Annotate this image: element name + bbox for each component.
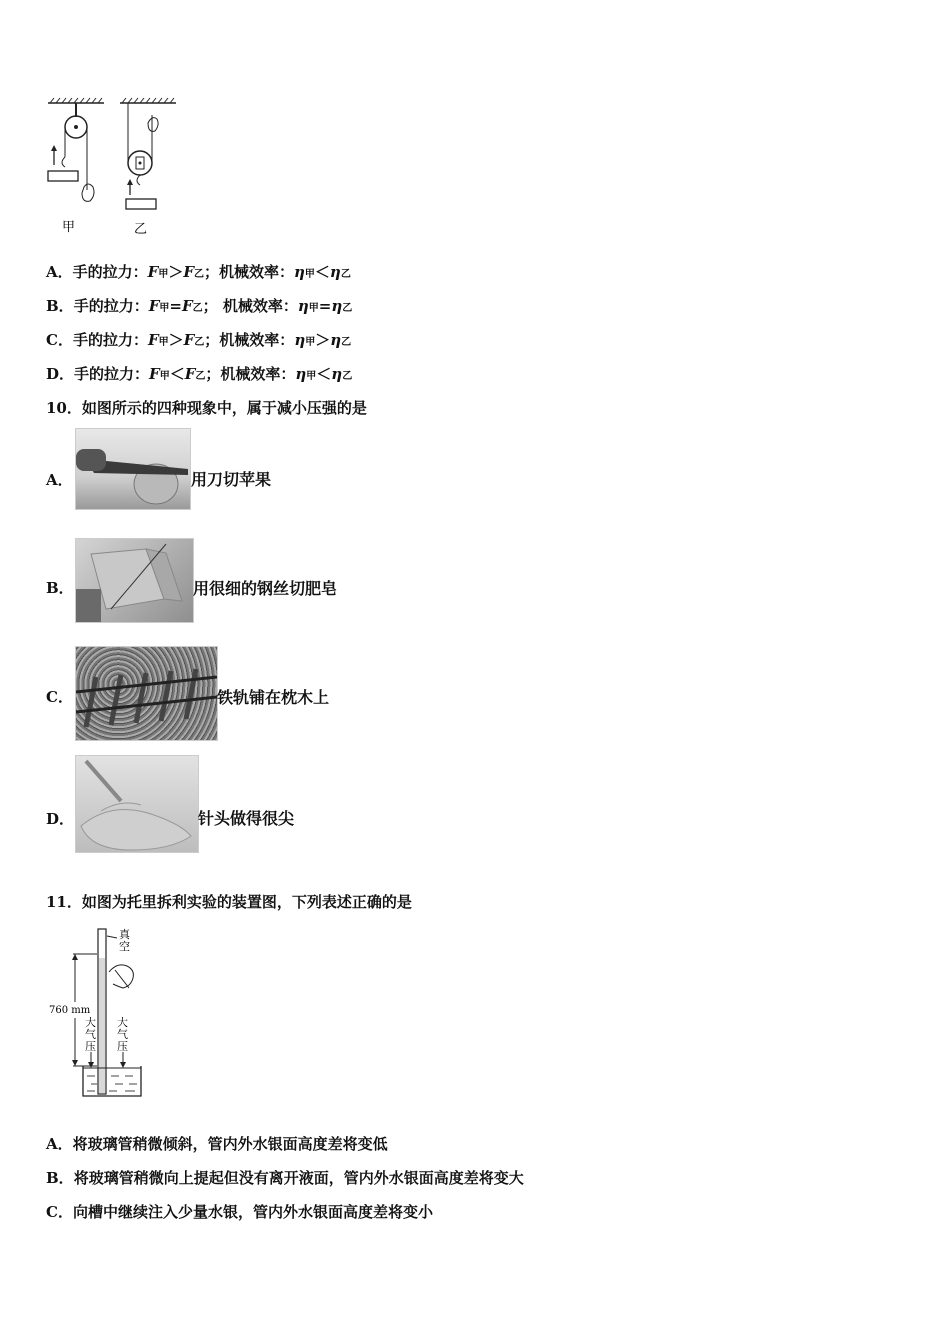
option-letter: A． xyxy=(46,263,73,281)
subscript: 乙 xyxy=(194,337,205,348)
subscript: 乙 xyxy=(340,269,351,280)
relation: ＞ xyxy=(168,263,184,281)
force-symbol: F xyxy=(181,297,193,315)
option-letter: B． xyxy=(46,1169,74,1187)
subscript: 甲 xyxy=(308,303,319,314)
relation: ＜ xyxy=(314,263,330,281)
option-prefix: 手的拉力： xyxy=(72,331,148,349)
q11-option-a xyxy=(46,1133,388,1154)
knife-apple-photo xyxy=(75,428,191,510)
relation: ＞ xyxy=(315,331,331,349)
subscript: 甲 xyxy=(159,371,170,382)
option-letter: C． xyxy=(46,331,73,349)
q9-option-d xyxy=(46,363,352,384)
atm-left-label: 大气压 xyxy=(85,1016,96,1053)
efficiency-symbol: η xyxy=(331,297,343,315)
subscript: 乙 xyxy=(342,371,353,382)
subscript: 乙 xyxy=(192,303,203,314)
efficiency-symbol: η xyxy=(329,263,341,281)
efficiency-symbol: η xyxy=(331,365,343,383)
syringe-photo xyxy=(75,755,199,853)
q10-title: 10．如图所示的四种现象中，属于减小压强的是 xyxy=(46,399,367,417)
force-symbol: F xyxy=(184,365,196,383)
option-letter: D． xyxy=(46,365,75,383)
force-symbol: F xyxy=(148,297,160,315)
label-yi: 乙 xyxy=(134,222,148,237)
efficiency-symbol: η xyxy=(294,331,306,349)
subscript: 乙 xyxy=(341,337,352,348)
torricelli-figure xyxy=(45,924,155,1104)
option-letter: B． xyxy=(46,297,74,315)
subscript: 乙 xyxy=(342,303,353,314)
subscript: 甲 xyxy=(306,371,317,382)
subscript: 甲 xyxy=(304,269,315,280)
q10-b-text: 用很细的钢丝切肥皂 xyxy=(193,579,338,598)
option-mid: ；机械效率： xyxy=(205,365,296,383)
q10-d-letter: D． xyxy=(46,810,75,828)
relation: ＜ xyxy=(169,365,185,383)
option-text: 向槽中继续注入少量水银，管内外水银面高度差将变小 xyxy=(72,1203,433,1221)
efficiency-symbol: η xyxy=(295,365,307,383)
relation: = xyxy=(169,297,182,315)
q10-c-letter: C． xyxy=(46,688,73,706)
relation: = xyxy=(318,297,332,315)
option-text: 将玻璃管稍微向上提起但没有离开液面，管内外水银面高度差将变大 xyxy=(73,1169,524,1187)
option-prefix: 手的拉力： xyxy=(72,263,148,281)
option-letter: C． xyxy=(46,1203,73,1221)
q11-option-b xyxy=(46,1167,524,1188)
rail-sleepers-photo xyxy=(75,646,218,741)
q9-option-a xyxy=(46,261,351,282)
vacuum-label: 真空 xyxy=(119,928,130,953)
option-prefix: 手的拉力： xyxy=(73,297,149,315)
relation: ＞ xyxy=(168,331,184,349)
wire-soap-photo xyxy=(75,538,194,623)
relation: ＜ xyxy=(316,365,332,383)
subscript: 乙 xyxy=(193,269,204,280)
option-text: 将玻璃管稍微倾斜，管内外水银面高度差将变低 xyxy=(72,1135,388,1153)
q11-option-c xyxy=(46,1201,433,1222)
force-symbol: F xyxy=(147,263,159,281)
label-jia: 甲 xyxy=(62,220,76,235)
subscript: 甲 xyxy=(158,269,169,280)
atm-right-label: 大气压 xyxy=(117,1016,128,1053)
q10-c-text: 铁轨铺在枕木上 xyxy=(217,688,330,707)
q10-a-text: 用刀切苹果 xyxy=(191,470,272,489)
q9-option-c xyxy=(46,329,351,350)
q9-option-b xyxy=(46,295,352,316)
option-letter: A． xyxy=(46,1135,73,1153)
q11-title: 11．如图为托里拆利实验的装置图，下列表述正确的是 xyxy=(46,893,412,911)
q10-d-text: 针头做得很尖 xyxy=(198,809,295,828)
force-symbol: F xyxy=(183,331,195,349)
option-mid: ；机械效率： xyxy=(204,331,295,349)
force-symbol: F xyxy=(147,331,159,349)
subscript: 乙 xyxy=(195,371,206,382)
q10-a-letter: A． xyxy=(46,471,73,489)
q10-b-letter: B． xyxy=(46,579,74,597)
efficiency-symbol: η xyxy=(294,263,305,281)
height-label: 760 mm xyxy=(49,1005,91,1016)
option-prefix: 手的拉力： xyxy=(74,365,150,383)
subscript: 甲 xyxy=(159,303,170,314)
force-symbol: F xyxy=(183,263,194,281)
pulley-figure xyxy=(40,95,190,240)
force-symbol: F xyxy=(149,365,160,383)
subscript: 甲 xyxy=(305,337,316,348)
efficiency-symbol: η xyxy=(297,297,309,315)
subscript: 甲 xyxy=(158,337,169,348)
option-mid: ； 机械效率： xyxy=(202,297,298,315)
option-mid: ；机械效率： xyxy=(203,263,294,281)
efficiency-symbol: η xyxy=(330,331,342,349)
